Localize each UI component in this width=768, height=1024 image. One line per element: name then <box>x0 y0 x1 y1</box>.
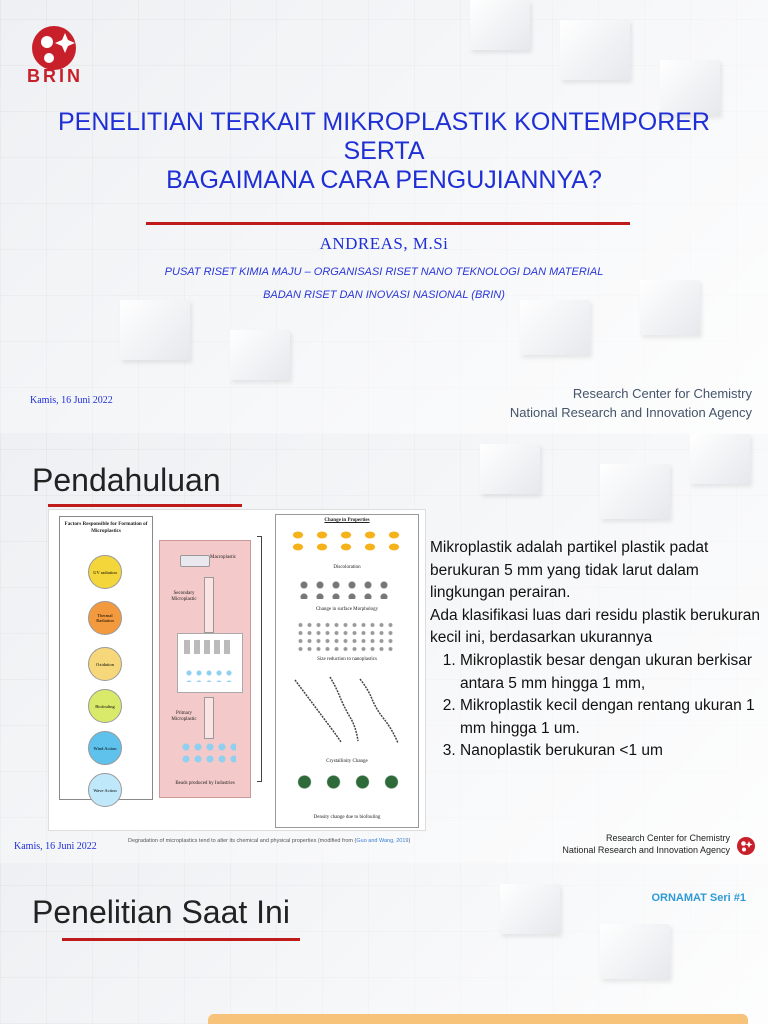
beads <box>184 668 234 682</box>
list-item: 1. Mikroplastik besar dengan ukuran berkisar antara 5 mm hingga 1 mm, <box>460 650 766 695</box>
author-name: ANDREAS, M.Si <box>319 234 449 253</box>
decor-tile <box>600 924 670 979</box>
caption-citation-link[interactable]: Guo and Wang, 2019 <box>356 838 409 844</box>
up-arrow <box>204 697 214 739</box>
decor-tile <box>690 434 750 484</box>
industry-beads <box>180 741 236 767</box>
series-label: ORNAMAT Seri #1 <box>651 892 746 904</box>
decor-tile <box>660 60 720 115</box>
title-line: PENELITIAN TERKAIT MIKROPLASTIK KONTEMPORER <box>58 108 710 136</box>
intro-slide <box>0 434 768 864</box>
decor-tile <box>600 464 670 519</box>
changes-title: Change in Properties <box>324 518 370 523</box>
decor-tile <box>500 884 560 934</box>
decor-tile <box>560 20 630 80</box>
microplastic-figure <box>48 509 426 831</box>
current-research-slide <box>0 864 768 1024</box>
research-center-label <box>562 832 730 856</box>
title-line: SERTA <box>343 137 425 165</box>
factor-wind: Wind Action <box>88 731 122 765</box>
affiliation-line: PUSAT RISET KIMIA MAJU – ORGANISASI RISET NANO TEKNOLOGI DAN MATERIAL <box>164 266 604 278</box>
factor-oxidation: Oxidation <box>88 647 122 681</box>
factors-panel <box>59 516 153 800</box>
morphology-pieces <box>296 579 396 599</box>
slide-heading: Penelitian Saat Ini <box>32 894 290 930</box>
secondary-label: Secondary Microplastic <box>171 591 197 602</box>
intro-text <box>430 537 766 763</box>
decor-tile <box>120 300 190 360</box>
biofouled-pieces <box>290 771 406 793</box>
fragments <box>184 640 234 654</box>
decor-tile <box>520 300 590 355</box>
decor-tile <box>470 0 530 50</box>
rc-line: Research Center for Chemistry <box>605 833 730 843</box>
process-panel <box>159 540 251 798</box>
decor-tile <box>480 444 540 494</box>
change-label: Size reduction to nanoplastics <box>317 657 377 662</box>
list-item: 2. Mikroplastik kecil dengan rentang ukuran 1 mm hingga 1 um. <box>460 695 766 740</box>
brin-mini-logo-icon <box>736 836 756 856</box>
factors-title: Factors Responsible for Formation of Microplastics <box>64 521 148 534</box>
size-classification-list <box>430 650 766 763</box>
paragraph: Mikroplastik adalah partikel plastik padat berukuran 5 mm yang tidak larut dalam lingkungan perairan. <box>430 539 709 602</box>
bottle-icon <box>180 555 210 567</box>
caption-text: Degradation of microplastics tend to alter its chemical and physical properties (modified from ( <box>128 838 357 844</box>
figure-caption <box>128 838 410 844</box>
change-label: Density change due to biofouling <box>313 815 381 820</box>
beads-label: Beads produced by Industries <box>175 781 235 786</box>
presentation-title <box>0 108 768 195</box>
degradation-arrow <box>204 577 214 633</box>
change-label: Change in surface Morphology <box>315 607 379 612</box>
decor-tile <box>230 330 290 380</box>
factor-biofouling: Biofouling <box>88 689 122 723</box>
change-label: Discoloration <box>333 565 361 570</box>
slide-date: Kamis, 16 Juni 2022 <box>30 395 113 406</box>
factor-uv: UV radiation <box>88 555 122 589</box>
slide-date: Kamis, 16 Juni 2022 <box>14 841 97 852</box>
factor-thermal: Thermal Radiation <box>88 601 122 635</box>
microplastic-box <box>177 633 243 693</box>
paragraph: Ada klasifikasi luas dari residu plastik berukuran kecil ini, berdasarkan ukurannya <box>430 606 760 647</box>
change-label: Crystallinity Change <box>326 759 368 764</box>
bracket <box>257 536 262 782</box>
factor-wave: Wave Action <box>88 773 122 807</box>
title-slide <box>0 0 768 434</box>
nano-dots <box>296 621 396 651</box>
logo-wordmark: BRIN <box>27 66 83 86</box>
rc-line: Research Center for Chemistry <box>572 386 752 401</box>
changes-panel <box>275 514 419 828</box>
macroplastic-label: Macroplastic <box>210 555 237 560</box>
list-item: 3. Nanoplastik berukuran <1 um <box>460 740 766 763</box>
slide-heading: Pendahuluan <box>32 462 221 498</box>
orange-content-box <box>208 1014 748 1024</box>
heading-underline <box>62 938 300 941</box>
discolored-pieces <box>286 529 406 553</box>
title-divider <box>146 222 630 225</box>
primary-label: Primary Microplastic <box>171 711 197 722</box>
crystallinity-chains-icon <box>290 675 406 745</box>
title-line: BAGAIMANA CARA PENGUJIANNYA? <box>166 166 602 194</box>
research-center-label <box>510 384 752 422</box>
rc-line: National Research and Innovation Agency <box>562 845 730 855</box>
caption-end: ) <box>408 838 411 844</box>
heading-underline <box>48 504 242 507</box>
affiliation-line: BADAN RISET DAN INOVASI NASIONAL (BRIN) <box>263 289 505 301</box>
rc-line: National Research and Innovation Agency <box>509 405 752 420</box>
